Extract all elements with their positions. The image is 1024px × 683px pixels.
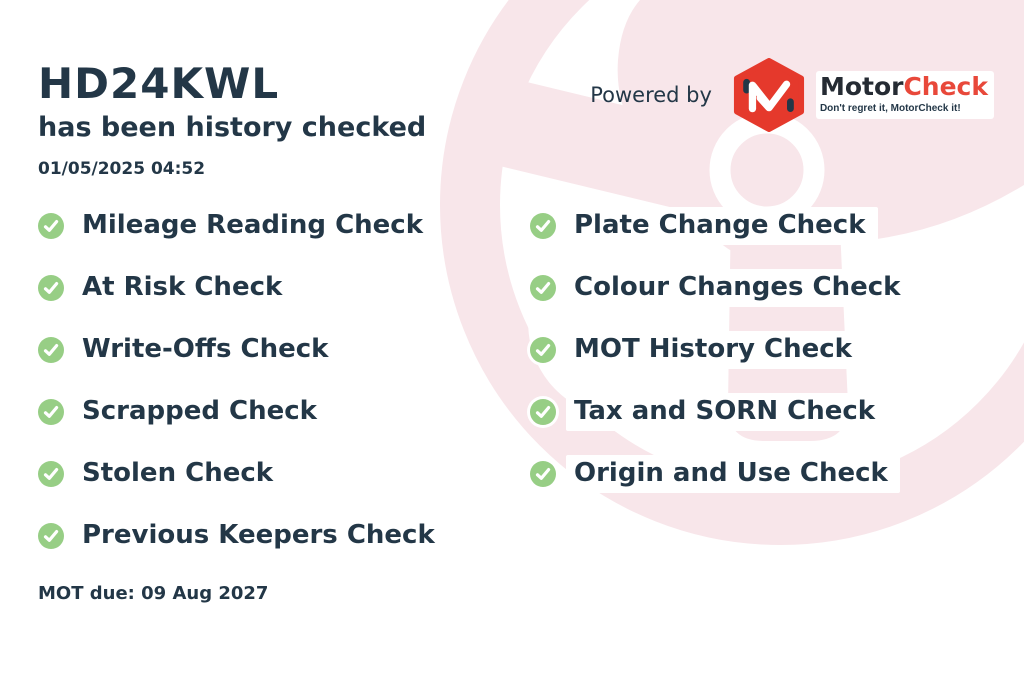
motorcheck-logo — [730, 58, 994, 132]
registration-plate: HD24KWL — [38, 60, 289, 108]
brand-tagline: Don't regret it, MotorCheck it! — [819, 102, 961, 114]
check-item — [530, 453, 912, 495]
check-item — [38, 453, 447, 495]
check-label: Previous Keepers Check — [74, 517, 447, 555]
powered-by-label: Powered by — [590, 83, 712, 107]
check-label: Plate Change Check — [566, 207, 878, 245]
check-label: Origin and Use Check — [566, 455, 900, 493]
check-item — [530, 205, 912, 247]
check-circle-icon — [38, 523, 64, 549]
check-circle-icon — [38, 399, 64, 425]
check-label: Write-Offs Check — [74, 331, 340, 369]
motorcheck-hexagon-icon — [730, 58, 808, 132]
check-label: MOT History Check — [566, 331, 864, 369]
check-circle-icon — [530, 213, 556, 239]
check-label: At Risk Check — [74, 269, 294, 307]
brand-motor: Motor — [819, 72, 904, 102]
mot-due: MOT due: 09 Aug 2027 — [38, 581, 278, 608]
check-item — [38, 205, 447, 247]
check-circle-icon — [38, 275, 64, 301]
check-circle-icon — [530, 461, 556, 487]
brand-check: Check — [903, 72, 988, 102]
check-label: Mileage Reading Check — [74, 207, 435, 245]
check-item — [38, 329, 447, 371]
checks-column-right — [530, 205, 912, 515]
check-item — [530, 329, 912, 371]
check-item — [530, 391, 912, 433]
check-circle-icon — [530, 337, 556, 363]
check-item — [38, 391, 447, 433]
powered-by-block — [590, 58, 994, 132]
check-circle-icon — [38, 337, 64, 363]
subtitle: has been history checked — [38, 112, 436, 144]
check-circle-icon — [530, 275, 556, 301]
brand-text-block — [816, 71, 994, 118]
check-label: Scrapped Check — [74, 393, 329, 431]
check-label: Colour Changes Check — [566, 269, 912, 307]
check-item — [530, 267, 912, 309]
brand-name — [820, 74, 988, 100]
check-label: Tax and SORN Check — [566, 393, 887, 431]
check-circle-icon — [38, 213, 64, 239]
check-item — [38, 267, 447, 309]
check-timestamp: 01/05/2025 04:52 — [38, 159, 215, 179]
check-label: Stolen Check — [74, 455, 285, 493]
check-item — [38, 515, 447, 557]
check-circle-icon — [38, 461, 64, 487]
header — [38, 60, 436, 179]
checks-column-left — [38, 205, 447, 577]
check-circle-icon — [530, 399, 556, 425]
